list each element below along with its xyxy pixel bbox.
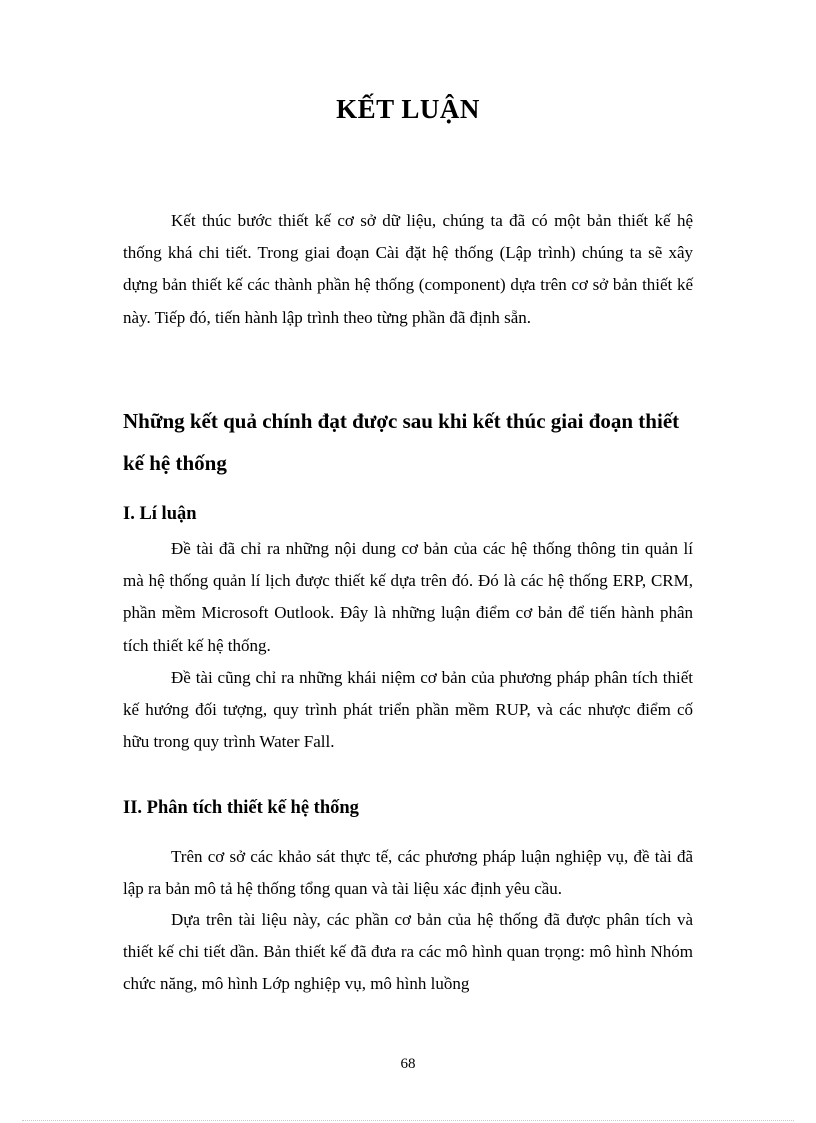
section-1-paragraph-1: Đề tài đã chỉ ra những nội dung cơ bản của các hệ thống thông tin quản lí mà hệ thống quản lí lịch được thiết kế dựa trên đó. Đó là các hệ thống ERP, CRM, phần mềm Microsoft Outlook. Đây là những luận điểm cơ bản để tiến hành phân tích thiết kế hệ thống. xyxy=(123,539,693,655)
section-2-heading: II. Phân tích thiết kế hệ thống xyxy=(123,798,359,818)
section-2-paragraph-1: Trên cơ sở các khảo sát thực tế, các phương pháp luận nghiệp vụ, đề tài đã lập ra bản mô tả hệ thống tổng quan và tài liệu xác định yêu cầu. xyxy=(123,847,693,899)
page-bottom-rule xyxy=(22,1120,794,1121)
section-1-paragraph-2: Đề tài cũng chỉ ra những khái niệm cơ bản của phương pháp phân tích thiết kế hướng đối tượng, quy trình phát triển phần mềm RUP, và các nhược điểm cố hữu trong quy trình Water Fall. xyxy=(123,668,693,752)
section-1-heading: I. Lí luận xyxy=(123,504,197,524)
intro-paragraph: Kết thúc bước thiết kế cơ sở dữ liệu, chúng ta đã có một bản thiết kế hệ thống khá chi tiết. Trong giai đoạn Cài đặt hệ thống (Lập trình) chúng ta sẽ xây dựng bản thiết kế các thành phần hệ thống (component) dựa trên cơ sở bản thiết kế này. Tiếp đó, tiến hành lập trình theo từng phần đã định sẵn. xyxy=(123,211,693,327)
page-number: 68 xyxy=(400,1056,416,1072)
page-title: KẾT LUẬN xyxy=(336,94,480,124)
results-heading: Những kết quả chính đạt được sau khi kết thúc giai đoạn thiết kế hệ thống xyxy=(123,409,680,475)
section-2-paragraph-2: Dựa trên tài liệu này, các phần cơ bản của hệ thống đã được phân tích và thiết kế chi tiết dần. Bản thiết kế đã đưa ra các mô hình quan trọng: mô hình Nhóm chức năng, mô hình Lớp nghiệp vụ, mô hình luồng xyxy=(123,910,693,994)
